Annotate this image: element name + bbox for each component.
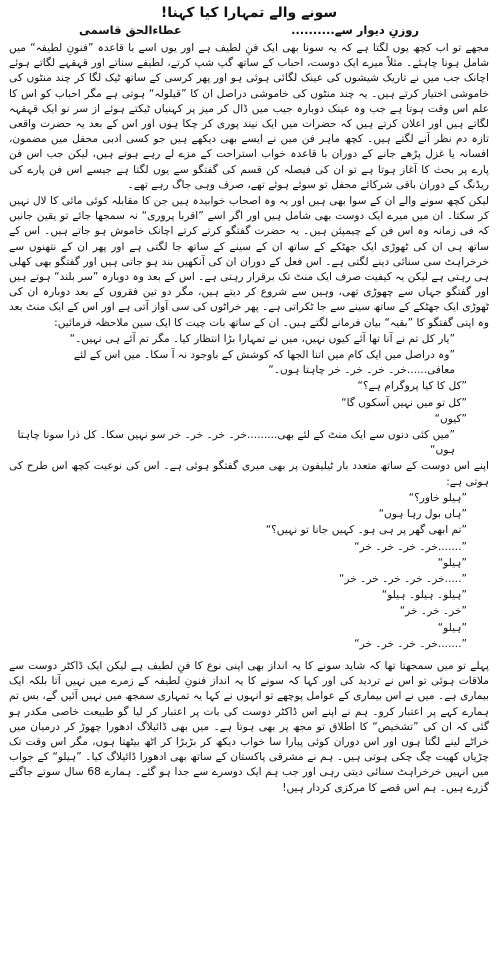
dialogue-line: ”میں کئی دنوں سے ایک منٹ کے لئے بھی.........خر۔ خر۔ خر۔ خر سو نہیں سکا۔ کل ذرا سونا چاہتا ہوں“ [17, 429, 455, 457]
phone-line: ”.......خر۔ خر۔ خر۔ خر“ [354, 540, 467, 553]
paragraph: اپنے اس دوست کے ساتھ متعدد بار ٹیلیفون پر بھی میری گفتگو ہوئی ہے۔ اس کی نوعیت کچھ اس طرح کی ہوتی ہے: [9, 460, 489, 488]
column-name: روزنِ دیوار سے.......... [291, 23, 419, 37]
paragraph: پہلے تو میں سمجھتا تھا کہ شاید سونے کا یہ انداز بھی اپنی نوع کا فنِ لطیف ہے لیکن ایک ڈاکٹر دوست سے ملاقات ہوئی تو اس نے تردید کی اور کہا کہ سونے کا یہ انداز فنونِ لطیفہ کے زمرے میں نہیں آتا بلکہ ایک بیماری ہے۔ میں نے اس بیماری کے عوامل پوچھے تو انہوں نے کہا یہ تمہاری سمجھ میں نہیں آئیں گے، بس تم ہمارے کہے پر اعتبار کرو۔ ہم نے اپنے اس ڈاکٹر دوست کی بات پر اعتبار کر لیا گو طبیعت خاصی مکدر ہو گئی کہ ان کی ”تشخیص“ کا اطلاق تو مجھ پر بھی ہوتا ہے۔ میں بھی ڈائیلاگ ادھورا چھوڑ کر درمیان میں خراٹے لینے لگتا ہوں اور اس دوران کوئی پیارا سا خواب دیکھ کر بڑبڑا کر اٹھ بیٹھتا ہوں، مگر اس وقت تک چڑیاں کھیت چگ چکی ہوتی ہیں۔ ہم نے مشرقی پاکستان کے ساتھ بھی ادھورا ڈائیلاگ کیا۔ ”ہیلو“ کے جواب میں انہیں خرخراہٹ سنائی دیتی رہی اور جب ہم ایک دوسرے سے جدا ہو گئے۔ ہمارے 68 سال سوتے جاگتے گزرے ہیں۔ ہم اس قصے کا مرکزی کردار ہیں! [9, 659, 489, 794]
phone-line: ”ہیلو۔ ہیلو۔ ہیلو“ [381, 589, 467, 602]
dialogue-line: ”یار کل تم نے آنا تھا آئے کیوں نہیں، میں نے تمہارا بڑا انتظار کیا۔ مگر تم آئے ہی نہیں۔“ [69, 332, 455, 345]
phone-line: ”ہیلو“ [437, 556, 467, 569]
paragraph: لیکن کچھ سونے والے ان کے سوا بھی ہیں اور یہ وہ اصحاب خوابیدہ ہیں جن کا مقابلہ کوئی مائی کا لال نہیں کر سکتا۔ ان میں میرے ایک دوست بھی شامل ہیں اور اگر اسے ”اقربا پروری“ نہ سمجھا جائے تو یقین جانیں کہ فی زمانہ وہ اس فن کے چیمپئن ہیں۔ یہ حضرت گفتگو کرتے کرتے اچانک خاموش ہو جاتے ہیں۔ اس کے ساتھ ہی ان کی ٹھوڑی ایک جھٹکے کے ساتھ ان کے سینے کے ساتھ جا لگتی ہے اور پھر ان کے نتھنوں سے خرخراہٹ سی سنائی دینے لگتی ہے۔ اس فعل کے دوران ان کی آنکھیں بند ہو جاتی ہیں اور گفتگو بھی کھلی ہی رہتی ہے لیکن یہ کیفیت صرف ایک منٹ تک برقرار رہتی ہے۔ اس کے بعد وہ دوبارہ ”سر بلند“ ہوتے ہیں اور گفتگو جہاں سے چھوڑی تھی، وہیں سے شروع کر دیتے ہیں، مگر دو تین فقروں کے بعد دوبارہ ان کی ٹھوڑی ایک جھٹکے کے ساتھ سینے سے جا ٹکراتی ہے۔ پھر خراٹوں کی سی آواز آتی ہے اور اس کے ایک منٹ بعد وہ اپنی گفتگو کا ”بقیہ“ بیان فرمانے لگتے ہیں۔ ان کے ساتھ بات چیت کا ایک سین ملاحظہ فرمائیں: [9, 195, 489, 329]
column-title: سونے والے تمہارا کیا کہنا! [160, 5, 338, 21]
phone-line: ”ہیلو خاور؟“ [408, 491, 467, 504]
phone-line: ”ہیلو“ [437, 621, 467, 634]
byline [79, 22, 419, 38]
phone-line: ”.....خر۔ خر۔ خر۔ خر۔ خر“ [338, 572, 467, 585]
dialogue-line: ”کل تو میں نہیں آسکوں گا“ [341, 396, 467, 409]
phone-line: ”خر۔ خر۔ خر“ [399, 605, 467, 618]
phone-line: ”تم ابھی گھر پر ہی ہو۔ کہیں جانا تو نہیں؟“ [265, 524, 467, 537]
dialogue-line: ”کل کا کیا پروگرام ہے؟“ [357, 380, 467, 393]
dialogue-line: ”وہ دراصل میں ایک کام میں اتنا الجھا کہ کوشش کے باوجود نہ آ سکا۔ میں اس کے لئے معافی......خر۔ خر۔ خر۔ خر چاہتا ہوں۔“ [73, 349, 455, 377]
paragraph: مجھے تو اب کچھ یوں لگتا ہے کہ یہ سونا بھی ایک فنِ لطیف ہے اور یوں اسے با قاعدہ ”فنونِ لطیفہ“ میں شامل ہونا چاہئے۔ مثلاً میرے ایک دوست، احباب کے ساتھ گپ شپ کرتے، لطیفے سناتے اور قہقہے لگاتے ہوئے اچانک جب میں نے تاریک شیشوں کی عینک لگائی ہوئی ہو اور پھر کرسی کے ساتھ ٹیک لگا کر چند منٹوں کی خاموشی اختیار کرتے ہیں۔ یہ چند منٹوں کی خاموشی دراصل ان کا ”قیلولہ“ ہوتی ہے مگر احباب کو اس کا علم اس وقت ہوتا ہے جب وہ عینک دوبارہ جیب میں ڈال کر میز پر کہنیاں ٹیکتے ہوئے از سر نو ایک قہقہہ لگاتے ہیں اور اعلان کرتے ہیں کہ حضرات میں ایک نیند پوری کر چکا ہوں اور اس کے بعد یہ حضرت واقعی تازہ دم نظر آنے لگتے ہیں۔ کچھ ماہر فن میں نے ایسے بھی دیکھے ہیں جو کسی ادبی محفل میں مضمون، افسانہ یا غزل پڑھے جانے کے دوران با قاعدہ خواب استراحت کے مزے لے رہے ہوتے ہیں، لیکن جب اس فن پارے پر بحث کا آغاز ہوتا ہے تو ان کی فیصلہ کن قسم کی گفتگو سے یوں لگتا ہے جیسے اس فن پارے کی ریڈنگ کے دوران باقی شرکائے محفل تو سوئے ہوئے تھے، صرف وہی جاگ رہے تھے۔ [9, 42, 489, 191]
dialogue-line: ”کیوں“ [434, 412, 467, 425]
author-name: عطاءالحق قاسمی [79, 23, 182, 37]
phone-line: ”.......خر۔ خر۔ خر۔ خر“ [354, 637, 467, 650]
phone-line: ”ہاں بول رہا ہوں“ [378, 508, 467, 521]
